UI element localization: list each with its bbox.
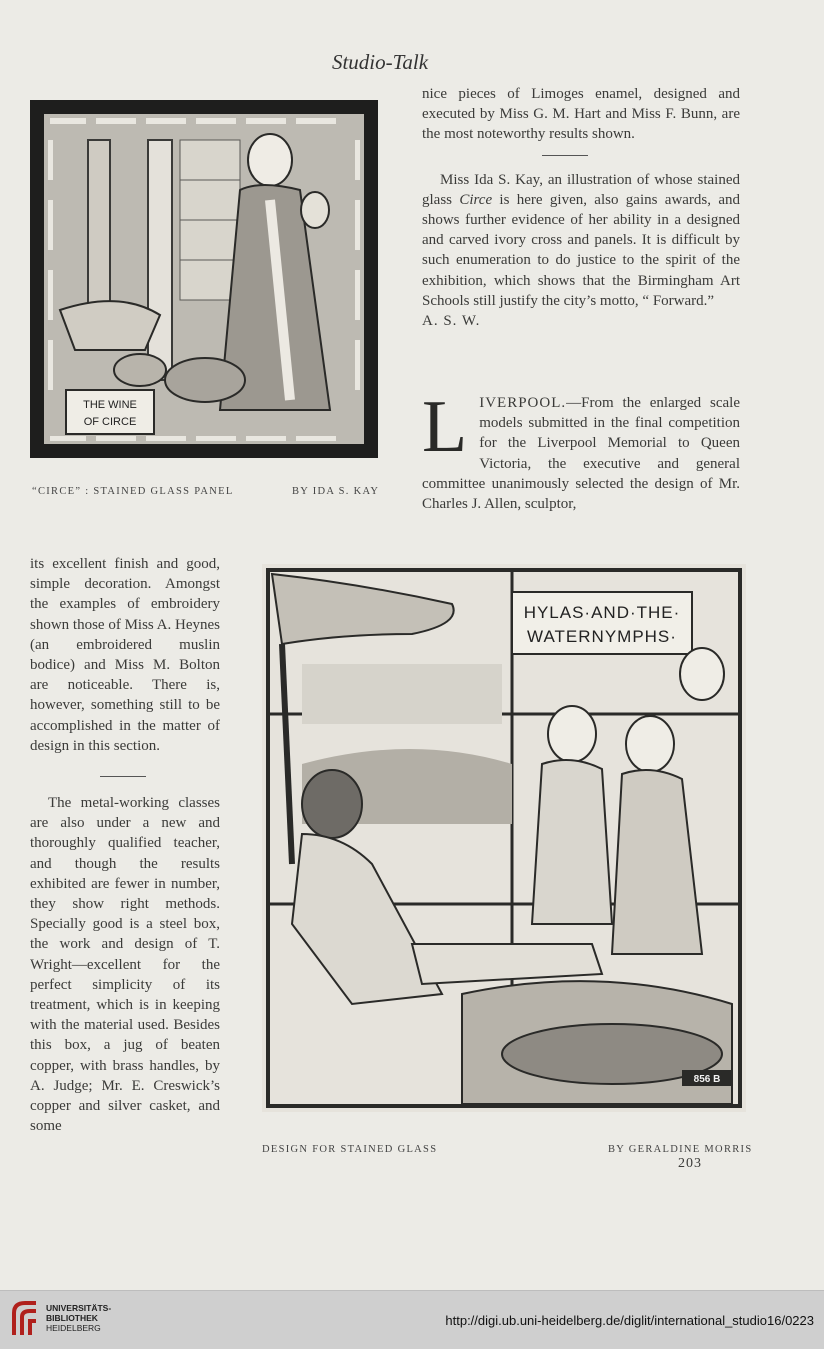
circe-stained-glass-image xyxy=(30,100,378,458)
hylas-panel-title-line2: WATERNYMPHS· xyxy=(527,627,677,646)
hylas-panel-title-line1: HYLAS·AND·THE· xyxy=(523,603,681,622)
figure2-caption-credit: BY GERALDINE MORRIS xyxy=(608,1144,753,1155)
figure1-caption-credit: BY IDA S. KAY xyxy=(292,486,380,497)
liverpool-heading: IVERPOOL. xyxy=(479,395,567,411)
circe-panel-inscription-line2: OF CIRCE xyxy=(83,416,137,428)
plate-number: 856 B xyxy=(693,1074,721,1085)
section-divider xyxy=(542,155,588,156)
viewer-footer xyxy=(0,1290,824,1349)
hylas-panel-drawing xyxy=(262,564,746,1112)
liverpool-section xyxy=(422,386,740,514)
paragraph-limoges: nice pieces of Limoges enamel, designed and executed by Miss G. M. Hart and Miss F. Bunn, are the most noteworthy results shown. xyxy=(422,86,740,143)
university-library-logo-icon[interactable] xyxy=(10,1299,40,1339)
running-header: Studio-Talk xyxy=(331,50,429,74)
author-signature: A. S. W. xyxy=(422,313,481,330)
right-column-text xyxy=(422,84,740,331)
source-url-link[interactable]: http://digi.ub.uni-heidelberg.de/diglit/international_studio16/0223 xyxy=(445,1313,814,1328)
section-divider-left xyxy=(100,776,146,777)
left-column-text xyxy=(30,554,220,1136)
circe-panel-drawing xyxy=(30,100,378,458)
circe-panel-inscription-line1: THE WINE xyxy=(83,399,137,411)
hylas-stained-glass-image xyxy=(262,564,746,1112)
paragraph-ida-kay: Miss Ida S. Kay, an illustration of whose stained glass Circe is here given, also gains awards, and shows further evidence of her ability in a designed and carved ivory cross and panels. It is difficult by such enumeration to do justice to the spirit of the exhibition, which shows that the Birmingham Art Schools still justify the city’s motto, “ Forward.” xyxy=(422,171,740,309)
paragraph-liverpool: IVERPOOL.—From the enlarged scale models submitted in the final competition for the Liverpool Memorial to Queen Victoria, the executive and general committee unanimously selected the design of Mr. Charles J. Allen, sculptor, xyxy=(422,395,740,513)
paragraph-embroidery: its excellent finish and good, simple decoration. Amongst the examples of embroidery shown those of Miss A. Heynes (an embroidered muslin bodice) and Miss M. Bolton are noticeable. There is, however, something still to be accomplished in the matter of design in this section. xyxy=(30,556,220,754)
drop-cap-letter: L xyxy=(422,386,468,468)
figure2-caption-title: DESIGN FOR STAINED GLASS xyxy=(262,1144,438,1155)
library-name: UNIVERSITÄTS- BIBLIOTHEK HEIDELBERG xyxy=(46,1303,112,1333)
figure1-caption-title: “CIRCE” : STAINED GLASS PANEL xyxy=(32,486,234,497)
page-number: 203 xyxy=(678,1156,702,1171)
paragraph-metal-working: The metal-working classes are also under a new and thoroughly qualified teacher, and though the results exhibited are fewer in number, they show right methods. Specially good is a steel box, the work and design of T. Wright—excellent for the perfect simplicity of its treatment, which is in keeping with the material used. Besides this box, a jug of beaten copper, with brass handles, by A. Judge; Mr. E. Creswick’s copper and silver casket, and some xyxy=(30,795,220,1135)
title-circe: Circe xyxy=(459,191,493,208)
